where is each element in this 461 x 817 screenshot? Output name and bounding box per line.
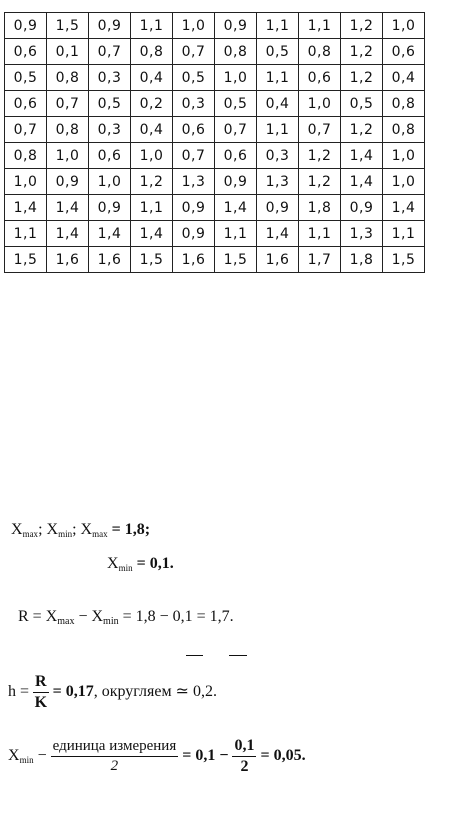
data-table-body: [5, 13, 425, 273]
table-cell: 1,4: [341, 143, 383, 169]
table-cell: 1,1: [215, 221, 257, 247]
table-cell: 1,6: [47, 247, 89, 273]
table-cell: 1,2: [341, 39, 383, 65]
table-cell: 1,0: [215, 65, 257, 91]
table-cell: 0,5: [5, 65, 47, 91]
table-cell: 0,8: [215, 39, 257, 65]
table-row: [5, 117, 425, 143]
table-row: [5, 65, 425, 91]
table-cell: 1,0: [5, 169, 47, 195]
h-label: h =: [8, 683, 34, 701]
separator: ;: [38, 521, 43, 538]
table-cell: 1,4: [47, 195, 89, 221]
table-cell: 0,9: [257, 195, 299, 221]
table-cell: 1,1: [5, 221, 47, 247]
interval-formula: [8, 673, 217, 712]
table-cell: 1,8: [341, 247, 383, 273]
table-cell: 0,7: [173, 143, 215, 169]
table-cell: 0,4: [131, 65, 173, 91]
table-cell: 1,4: [47, 221, 89, 247]
table-cell: 0,9: [215, 169, 257, 195]
table-cell: 1,4: [131, 221, 173, 247]
table-cell: 1,0: [47, 143, 89, 169]
table-cell: 0,5: [341, 91, 383, 117]
x-symbol: X: [46, 521, 59, 538]
table-row: [5, 169, 425, 195]
table-cell: 0,8: [47, 117, 89, 143]
x-symbol: X: [11, 521, 23, 538]
table-cell: 1,2: [341, 65, 383, 91]
table-cell: 0,6: [5, 39, 47, 65]
separator: ;: [72, 521, 77, 538]
range-formula: [18, 608, 234, 627]
table-cell: 1,6: [257, 247, 299, 273]
half-denominator: 2: [240, 758, 249, 775]
table-cell: 0,1: [47, 39, 89, 65]
table-cell: 1,1: [257, 65, 299, 91]
min-subscript: min: [103, 616, 119, 627]
table-cell: 1,0: [131, 143, 173, 169]
xmin-value: = 0,1.: [132, 555, 174, 572]
table-cell: 0,9: [341, 195, 383, 221]
table-cell: 1,6: [173, 247, 215, 273]
half-fraction: [232, 737, 256, 776]
table-cell: 0,5: [215, 91, 257, 117]
table-cell: 0,6: [383, 39, 425, 65]
table-row: [5, 195, 425, 221]
table-cell: 1,0: [383, 169, 425, 195]
table-cell: 0,3: [257, 143, 299, 169]
table-cell: 1,0: [89, 169, 131, 195]
table-cell: 1,2: [341, 13, 383, 39]
dash-mark-1: [186, 655, 203, 656]
unit-numerator: единица измерения: [51, 738, 179, 757]
table-row: [5, 13, 425, 39]
table-cell: 0,4: [257, 91, 299, 117]
table-cell: 0,9: [215, 13, 257, 39]
table-cell: 1,3: [341, 221, 383, 247]
table-cell: 0,8: [131, 39, 173, 65]
mid-expression: = 0,1 −: [178, 747, 233, 765]
min-subscript: min: [58, 529, 73, 539]
table-row: [5, 91, 425, 117]
table-cell: 0,4: [131, 117, 173, 143]
extremes-line: [11, 521, 150, 539]
table-cell: 1,1: [257, 13, 299, 39]
table-cell: 0,3: [89, 117, 131, 143]
table-cell: 1,3: [257, 169, 299, 195]
max-subscript: max: [57, 616, 75, 627]
x-symbol: X: [8, 747, 20, 765]
half-numerator: 0,1: [232, 737, 256, 757]
unit-denominator: 2: [110, 758, 119, 774]
table-cell: 1,5: [131, 247, 173, 273]
max-subscript: max: [92, 529, 108, 539]
data-table: [4, 12, 425, 273]
table-cell: 1,2: [341, 117, 383, 143]
table-cell: 0,3: [89, 65, 131, 91]
table-cell: 0,8: [5, 143, 47, 169]
table-cell: 1,1: [299, 221, 341, 247]
table-cell: 1,8: [299, 195, 341, 221]
table-cell: 0,4: [383, 65, 425, 91]
table-cell: 1,7: [299, 247, 341, 273]
table-cell: 0,7: [89, 39, 131, 65]
dash-mark-2: [229, 655, 247, 656]
max-subscript: max: [22, 529, 39, 539]
table-cell: 1,1: [257, 117, 299, 143]
table-cell: 0,7: [173, 39, 215, 65]
table-cell: 1,0: [173, 13, 215, 39]
min-subscript: min: [118, 563, 133, 573]
table-cell: 0,5: [173, 65, 215, 91]
table-cell: 1,1: [131, 13, 173, 39]
table-cell: 1,1: [383, 221, 425, 247]
table-cell: 0,8: [47, 65, 89, 91]
table-cell: 0,6: [5, 91, 47, 117]
min-subscript: min: [19, 755, 34, 766]
table-cell: 1,4: [257, 221, 299, 247]
table-cell: 0,6: [173, 117, 215, 143]
table-cell: 0,8: [383, 117, 425, 143]
table-cell: 0,9: [89, 13, 131, 39]
table-cell: 1,4: [89, 221, 131, 247]
table-cell: 0,9: [47, 169, 89, 195]
x-symbol: X: [107, 555, 119, 572]
table-cell: 1,1: [131, 195, 173, 221]
table-cell: 1,1: [299, 13, 341, 39]
table-cell: 1,5: [5, 247, 47, 273]
fraction-numerator: R: [33, 673, 49, 693]
table-cell: 0,9: [5, 13, 47, 39]
table-cell: 1,4: [341, 169, 383, 195]
table-cell: 0,7: [299, 117, 341, 143]
table-cell: 0,7: [47, 91, 89, 117]
xmax-value: = 1,8;: [107, 521, 151, 538]
table-cell: 0,5: [89, 91, 131, 117]
final-result: = 0,05.: [256, 747, 306, 765]
table-cell: 1,4: [5, 195, 47, 221]
table-cell: 0,9: [173, 195, 215, 221]
table-cell: 0,7: [5, 117, 47, 143]
table-cell: 0,2: [131, 91, 173, 117]
table-cell: 1,2: [299, 169, 341, 195]
table-cell: 1,5: [215, 247, 257, 273]
rounding-note: , округляем ≃ 0,2.: [93, 683, 218, 701]
table-row: [5, 39, 425, 65]
table-cell: 1,2: [131, 169, 173, 195]
minus-sign: −: [33, 747, 51, 765]
table-cell: 0,9: [89, 195, 131, 221]
table-cell: 0,3: [173, 91, 215, 117]
table-cell: 1,6: [89, 247, 131, 273]
x-symbol: X: [80, 521, 93, 538]
table-cell: 0,6: [89, 143, 131, 169]
minus-x: − X: [74, 608, 104, 625]
table-cell: 0,7: [215, 117, 257, 143]
start-value-formula: [8, 737, 306, 776]
table-cell: 1,4: [383, 195, 425, 221]
range-result: = 1,8 − 0,1 = 1,7.: [118, 608, 234, 625]
r-over-k-fraction: [33, 673, 49, 712]
unit-fraction: [51, 738, 179, 775]
table-cell: 0,5: [257, 39, 299, 65]
table-cell: 0,6: [299, 65, 341, 91]
table-cell: 1,0: [299, 91, 341, 117]
table-cell: 0,8: [299, 39, 341, 65]
fraction-denominator: K: [34, 694, 48, 711]
table-cell: 0,9: [173, 221, 215, 247]
h-value: = 0,17: [48, 683, 94, 701]
table-cell: 1,3: [173, 169, 215, 195]
table-cell: 1,5: [47, 13, 89, 39]
table-row: [5, 221, 425, 247]
table-cell: 1,2: [299, 143, 341, 169]
table-row: [5, 247, 425, 273]
table-row: [5, 143, 425, 169]
table-cell: 1,0: [383, 143, 425, 169]
table-cell: 1,5: [383, 247, 425, 273]
table-cell: 0,6: [215, 143, 257, 169]
table-cell: 1,4: [215, 195, 257, 221]
xmin-line: [107, 555, 174, 573]
table-cell: 1,0: [383, 13, 425, 39]
range-left: R = X: [18, 608, 58, 625]
table-cell: 0,8: [383, 91, 425, 117]
